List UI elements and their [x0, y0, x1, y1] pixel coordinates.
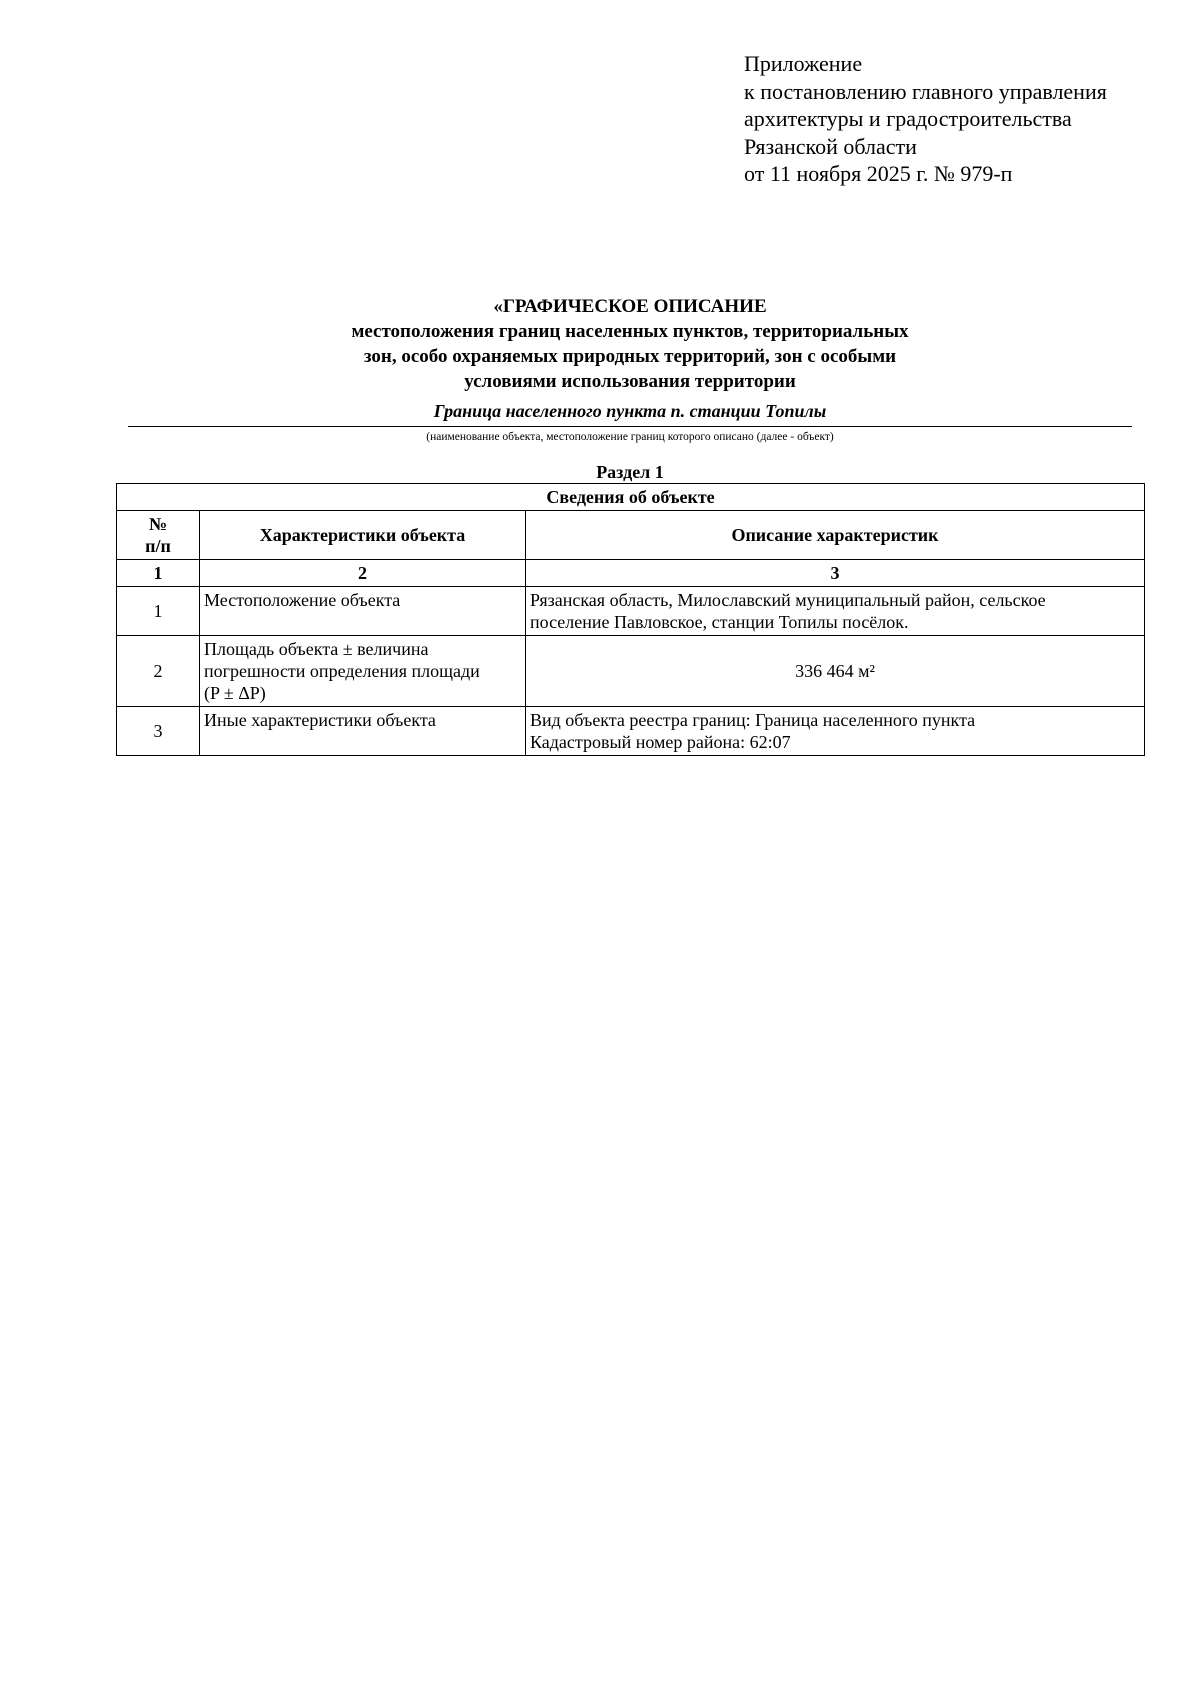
object-caption: (наименование объекта, местоположение границ которого описано (далее - объект): [426, 431, 834, 443]
object-name: Граница населенного пункта п. станции Топилы: [433, 401, 827, 421]
appendix-line: Приложение: [744, 51, 863, 76]
column-number: 3: [526, 560, 1145, 587]
table-row: [117, 707, 1145, 756]
row-characteristic: [200, 636, 526, 707]
object-info-table: [116, 483, 1145, 756]
description-line: Вид объекта реестра границ: Граница населенного пункта: [530, 710, 976, 730]
description-line: поселение Павловское, станции Топилы посёлок.: [530, 612, 909, 632]
table-header-row: [117, 511, 1145, 560]
table-caption: Сведения об объекте: [117, 484, 1145, 511]
title-line: местоположения границ населенных пунктов, территориальных: [351, 321, 909, 342]
header-num-line2: п/п: [145, 536, 171, 556]
table-row: [117, 636, 1145, 707]
appendix-line: к постановлению главного управления: [744, 78, 1107, 104]
section-title: Раздел 1: [596, 462, 664, 482]
row-characteristic: [200, 587, 526, 636]
column-number: 1: [117, 560, 200, 587]
appendix-line: Рязанской области: [744, 133, 917, 159]
title-line: «ГРАФИЧЕСКОЕ ОПИСАНИЕ: [493, 296, 767, 317]
header-num: [117, 511, 200, 560]
appendix-line: архитектуры и градостроительства: [744, 106, 1072, 131]
column-number: 2: [200, 560, 526, 587]
characteristic-line: Площадь объекта ± величина: [204, 639, 429, 659]
header-characteristic: Характеристики объекта: [200, 511, 526, 560]
row-number: 3: [117, 707, 200, 756]
characteristic-line: Иные характеристики объекта: [204, 710, 436, 730]
characteristic-line: Местоположение объекта: [204, 590, 401, 610]
column-numbers-row: [117, 560, 1145, 587]
table-row: [117, 587, 1145, 636]
appendix-line: от 11 ноября 2025 г. № 979-п: [744, 161, 1013, 186]
header-num-line1: №: [148, 514, 168, 534]
header-description: Описание характеристик: [526, 511, 1145, 560]
document-title: [128, 294, 1132, 394]
area-value: 336 464 м²: [795, 661, 875, 681]
appendix-header: [744, 50, 1107, 188]
row-description: [526, 707, 1145, 756]
object-underline: [128, 426, 1132, 427]
row-characteristic: [200, 707, 526, 756]
characteristic-line: погрешности определения площади: [204, 661, 480, 681]
characteristic-line: (P ± ΔP): [204, 683, 266, 703]
row-number: 2: [117, 636, 200, 707]
row-description: [526, 636, 1145, 707]
row-description: [526, 587, 1145, 636]
title-line: условиями использования территории: [464, 371, 796, 392]
description-line: Кадастровый номер района: 62:07: [530, 732, 791, 752]
description-line: Рязанская область, Милославский муниципальный район, сельское: [530, 590, 1046, 610]
row-number: 1: [117, 587, 200, 636]
title-line: зон, особо охраняемых природных территорий, зон с особыми: [363, 346, 897, 367]
table-caption-row: [117, 484, 1145, 511]
